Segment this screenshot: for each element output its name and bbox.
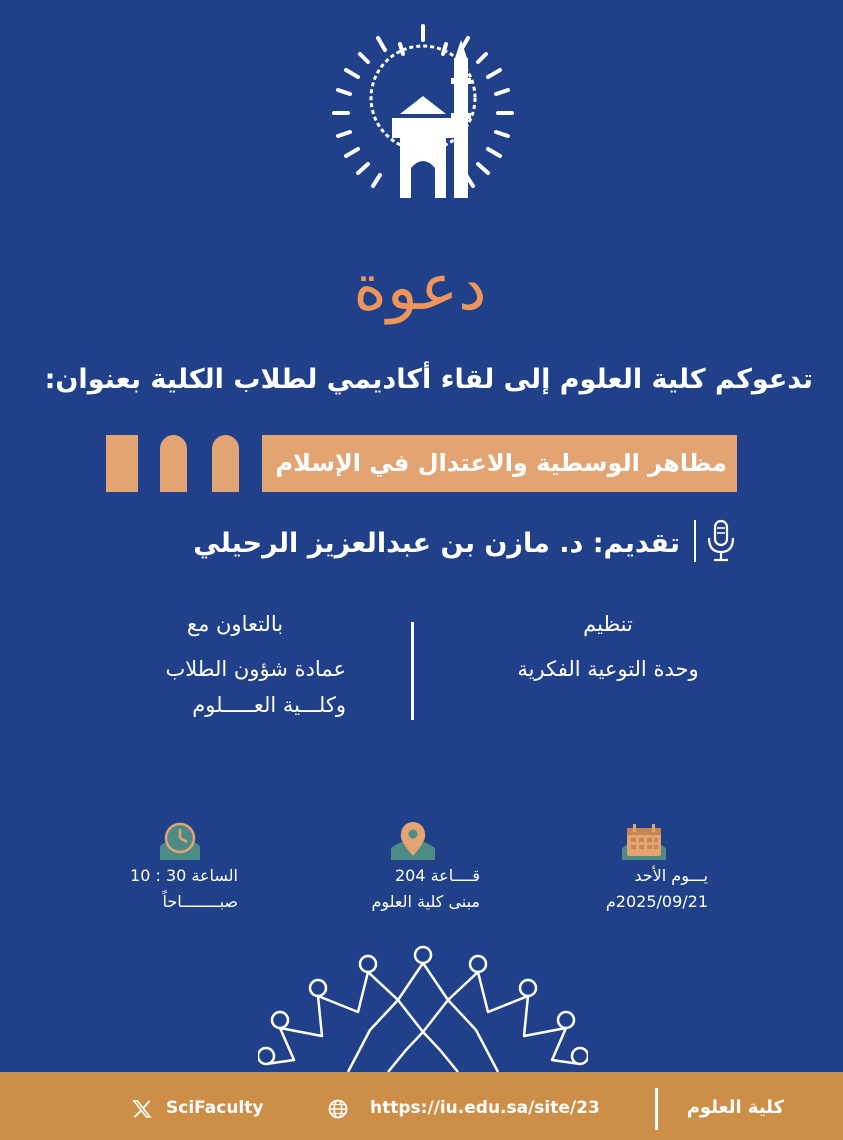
presenter: تقديم: د. مازن بن عبدالعزيز الرحيلي [193,528,680,559]
globe-icon [328,1099,348,1119]
decorative-arch [212,435,239,492]
event-day: يـــوم الأحد [634,866,708,885]
people-circle-ornament [258,940,588,1072]
credits-divider [411,622,414,720]
invite-word: دعوة [353,251,487,325]
decorative-block [106,435,138,492]
event-time: الساعة 30 : 10 [130,866,238,885]
collaborator-deanship: عمادة شؤون الطلاب [165,657,346,681]
event-room: قــــاعة 204 [394,866,480,885]
x-logo-icon [132,1099,152,1119]
presenter-divider [694,520,696,562]
decorative-arch [160,435,187,492]
clock-icon [160,822,200,860]
calendar-icon [622,822,666,860]
invitation-headline: تدعوكم كلية العلوم إلى لقاء أكاديمي لطلاب الكلية بعنوان: [44,364,813,395]
event-time-period: صبــــــــاحاً [162,892,238,911]
footer-college-name: كلية العلوم [686,1097,784,1118]
organizer-name: وحدة التوعية الفكرية [517,657,699,681]
collaborator-college: وكلـــية العـــــلوم [192,693,346,717]
website-link[interactable]: https://iu.edu.sa/site/23 [370,1098,600,1118]
social-handle-link[interactable]: SciFaculty [166,1098,264,1118]
talk-title: مظاهر الوسطية والاعتدال في الإسلام [275,449,727,477]
event-date: 2025/09/21م [605,892,708,911]
organizer-label: تنظيم [583,612,633,636]
collaboration-label: بالتعاون مع [186,612,284,636]
location-pin-icon [391,822,435,860]
event-building: مبنى كلية العلوم [371,892,480,911]
footer-divider [655,1088,658,1130]
microphone-icon [704,518,738,564]
university-seal-icon [328,18,518,208]
